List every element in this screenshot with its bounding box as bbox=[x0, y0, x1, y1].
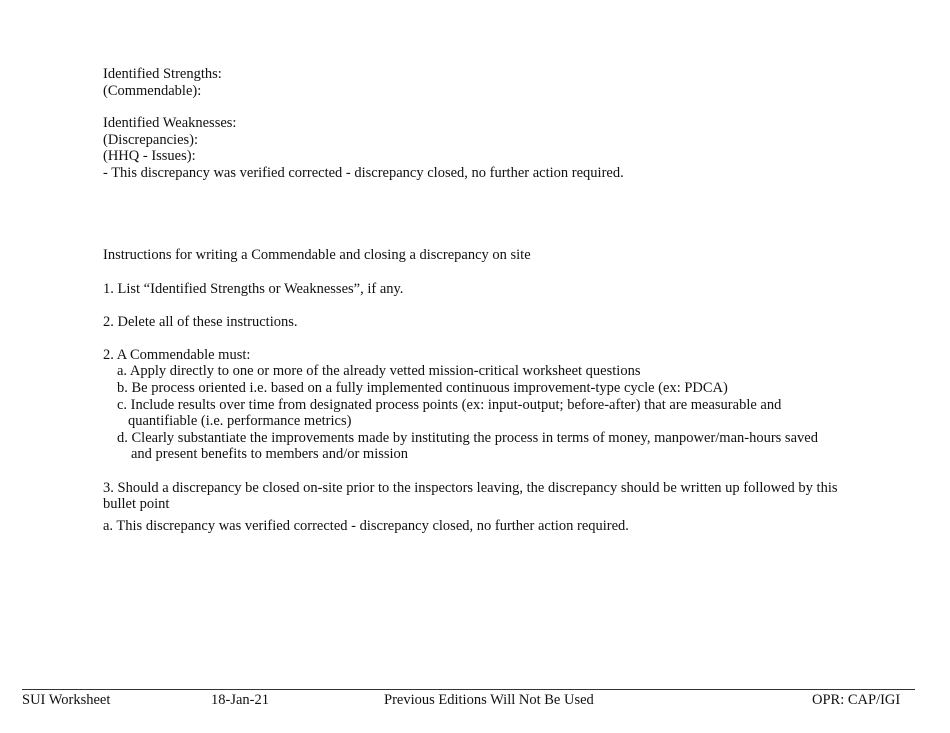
footer-opr: OPR: CAP/IGI bbox=[812, 692, 901, 708]
commendable-requirement-c: c. Include results over time from designated process points (ex: input-output; before-after) that are measurable and bbox=[117, 397, 782, 413]
footer-divider bbox=[22, 689, 915, 690]
identified-strengths-heading: Identified Strengths: bbox=[103, 66, 222, 82]
commendable-requirement-b: b. Be process oriented i.e. based on a fully implemented continuous improvement-type cycle (ex: PDCA) bbox=[117, 380, 728, 396]
discrepancies-label: (Discrepancies): bbox=[103, 132, 199, 148]
instructions-title: Instructions for writing a Commendable and closing a discrepancy on site bbox=[103, 247, 531, 263]
commendable-requirement-d: d. Clearly substantiate the improvements made by instituting the process in terms of money, manpower/man-hours saved bbox=[117, 430, 818, 446]
instruction-step-3: 3. Should a discrepancy be closed on-site prior to the inspectors leaving, the discrepancy should be written up followed by this bbox=[103, 480, 838, 496]
footer-form-name: SUI Worksheet bbox=[22, 692, 111, 708]
footer-editions-note: Previous Editions Will Not Be Used bbox=[384, 692, 594, 708]
commendable-requirement-c-continued: quantifiable (i.e. performance metrics) bbox=[128, 413, 352, 429]
instruction-step-1: 1. List “Identified Strengths or Weaknesses”, if any. bbox=[103, 281, 404, 297]
commendable-label: (Commendable): bbox=[103, 83, 202, 99]
commendable-requirement-d-continued: and present benefits to members and/or mission bbox=[131, 446, 409, 462]
hhq-issues-label: (HHQ - Issues): bbox=[103, 148, 196, 164]
closing-bullet-example: a. This discrepancy was verified corrected - discrepancy closed, no further action required. bbox=[103, 518, 629, 534]
commendable-requirement-a: a. Apply directly to one or more of the already vetted mission-critical worksheet questions bbox=[117, 363, 641, 379]
footer-date: 18-Jan-21 bbox=[211, 692, 269, 708]
identified-weaknesses-heading: Identified Weaknesses: bbox=[103, 115, 237, 131]
discrepancy-closed-note: - This discrepancy was verified corrected - discrepancy closed, no further action required. bbox=[103, 165, 624, 181]
instruction-step-3-continued: bullet point bbox=[103, 496, 170, 512]
instruction-step-2: 2. Delete all of these instructions. bbox=[103, 314, 298, 330]
commendable-requirements-intro: 2. A Commendable must: bbox=[103, 347, 251, 363]
